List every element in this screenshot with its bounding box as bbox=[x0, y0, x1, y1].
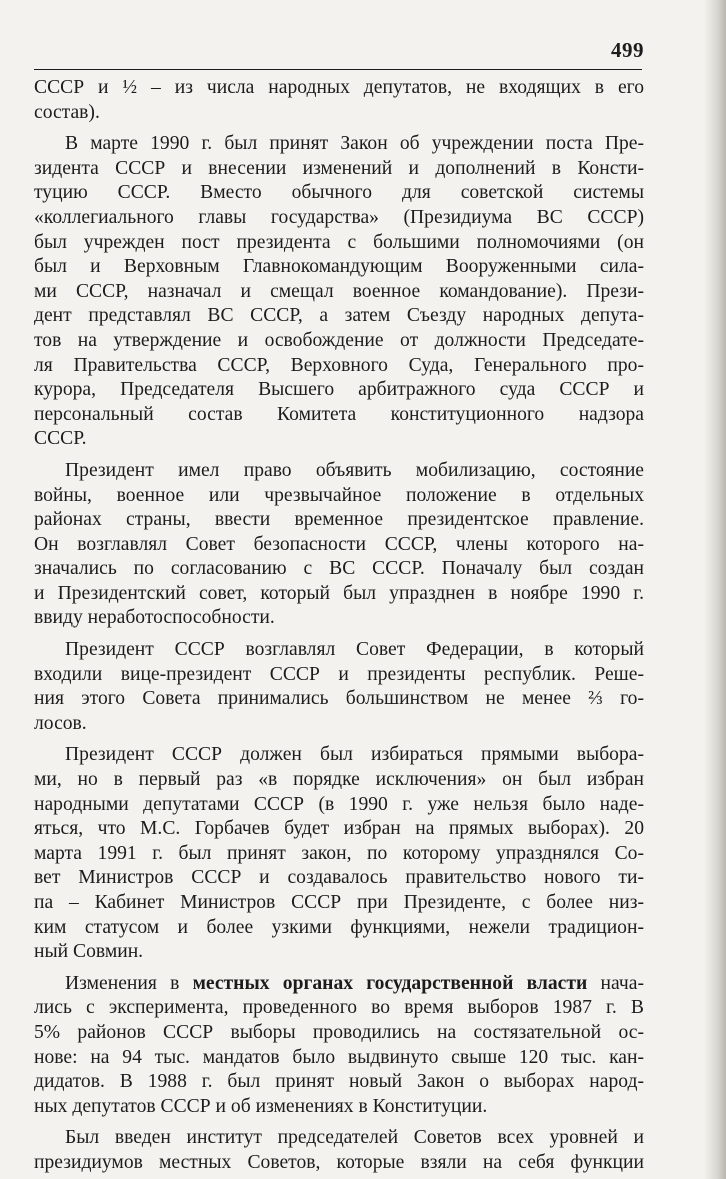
body-text bbox=[34, 76, 644, 1176]
paragraph-gap bbox=[34, 125, 644, 132]
text-line: ким статусом и более узкими функциями, нежели традицион- bbox=[34, 916, 644, 938]
text-line: туцию СССР. Вместо обычного для советской системы bbox=[34, 182, 644, 204]
text-line: марта 1991 г. был принят закон, по которому упразднялся Со- bbox=[34, 842, 644, 864]
text-line: ния этого Совета принимались большинством не менее ⅔ го- bbox=[34, 688, 644, 710]
text-line: СССР и ½ – из числа народных депутатов, не входящих в его bbox=[34, 77, 644, 98]
text-line: СССР. bbox=[34, 428, 87, 450]
text-line: войны, военное или чрезвычайное положение в отдельных bbox=[34, 484, 644, 506]
paragraph-gap bbox=[34, 631, 644, 638]
text-line: тов на утверждение и освобождение от должности Председате- bbox=[34, 329, 644, 351]
text-line: па – Кабинет Министров СССР при Президенте, с более низ- bbox=[34, 892, 644, 913]
text-line: дент представлял ВС СССР, а затем Съезду народных депута- bbox=[34, 305, 644, 327]
text-line: Президент СССР должен был избираться прямыми выбора- bbox=[65, 744, 644, 766]
text-line: Президент имел право объявить мобилизацию, состояние bbox=[65, 459, 644, 481]
text-line: ный Совмин. bbox=[34, 941, 144, 963]
text-line: 5% районов СССР выборы проводились на состязательной ос- bbox=[34, 1021, 644, 1043]
text-line: В марте 1990 г. был принят Закон об учреждении поста Пре- bbox=[65, 133, 644, 155]
text-line: был и Верховным Главнокомандующим Вооруженными сила- bbox=[34, 256, 644, 278]
text-line: ных депутатов СССР и об изменениях в Конституции. bbox=[34, 1095, 488, 1117]
paragraph-gap bbox=[34, 965, 644, 972]
text-line: лись с эксперимента, проведенного во время выборов 1987 г. В bbox=[34, 997, 644, 1019]
text-line: зидента СССР и внесении изменений и дополнений в Консти- bbox=[34, 157, 644, 179]
text-line-prefix: Изменения в bbox=[65, 972, 193, 994]
bold-term: местных органах государственной власти bbox=[192, 972, 588, 994]
text-line: дидатов. В 1988 г. был принят новый Закон о выборах народ- bbox=[34, 1071, 644, 1093]
text-line: персональный состав Комитета конституционного надзора bbox=[34, 403, 644, 425]
text-line: ми СССР, назначал и смещал военное командование). Прези- bbox=[34, 280, 644, 302]
text-line: значались по согласованию с ВС СССР. Поначалу был создан bbox=[34, 558, 644, 580]
text-line: и Президентский совет, который был упразднен в ноябре 1990 г. bbox=[34, 582, 644, 604]
text-line bbox=[34, 972, 644, 997]
text-line: ля Правительства СССР, Верховного Суда, Генерального про- bbox=[34, 354, 644, 376]
text-line: курора, Председателя Высшего арбитражного суда СССР и bbox=[34, 379, 644, 401]
text-line: вет Министров СССР и создавалось правительство нового ти- bbox=[34, 867, 644, 889]
text-line: президиумов местных Советов, которые взяли на себя функции bbox=[34, 1151, 644, 1173]
text-line: «коллегиального главы государства» (Президиума ВС СССР) bbox=[34, 206, 644, 228]
paragraph-gap bbox=[34, 452, 644, 459]
text-line: состав). bbox=[34, 101, 100, 123]
text-line: яться, что М.С. Горбачев будет избран на прямых выборах). 20 bbox=[34, 818, 644, 840]
scan-edge-shadow bbox=[704, 0, 726, 1179]
text-line: районах страны, ввести временное президентское правление. bbox=[34, 509, 644, 531]
text-line: нове: на 94 тыс. мандатов было выдвинуто свыше 120 тыс. кан- bbox=[34, 1046, 644, 1068]
text-line: лосов. bbox=[34, 712, 87, 734]
text-line: был учрежден пост президента с большими полномочиями (он bbox=[34, 231, 644, 253]
text-line: народными депутатами СССР (в 1990 г. уже нельзя было наде- bbox=[34, 793, 644, 815]
page-number: 499 bbox=[611, 38, 644, 62]
text-line: Был введен институт председателей Советов всех уровней и bbox=[65, 1127, 644, 1149]
header-rule bbox=[34, 69, 642, 70]
text-line: ввиду неработоспособности. bbox=[34, 607, 275, 629]
text-line: Он возглавлял Совет безопасности СССР, члены которого на- bbox=[34, 533, 644, 555]
text-line: входили вице-президент СССР и президенты республик. Реше- bbox=[34, 663, 644, 685]
paragraph-gap bbox=[34, 736, 644, 743]
text-line-suffix: нача- bbox=[587, 972, 644, 994]
paragraph-gap bbox=[34, 1119, 644, 1126]
text-line: Президент СССР возглавлял Совет Федерации, в который bbox=[65, 639, 644, 661]
text-line: ми, но в первый раз «в порядке исключения» он был избран bbox=[34, 769, 644, 791]
